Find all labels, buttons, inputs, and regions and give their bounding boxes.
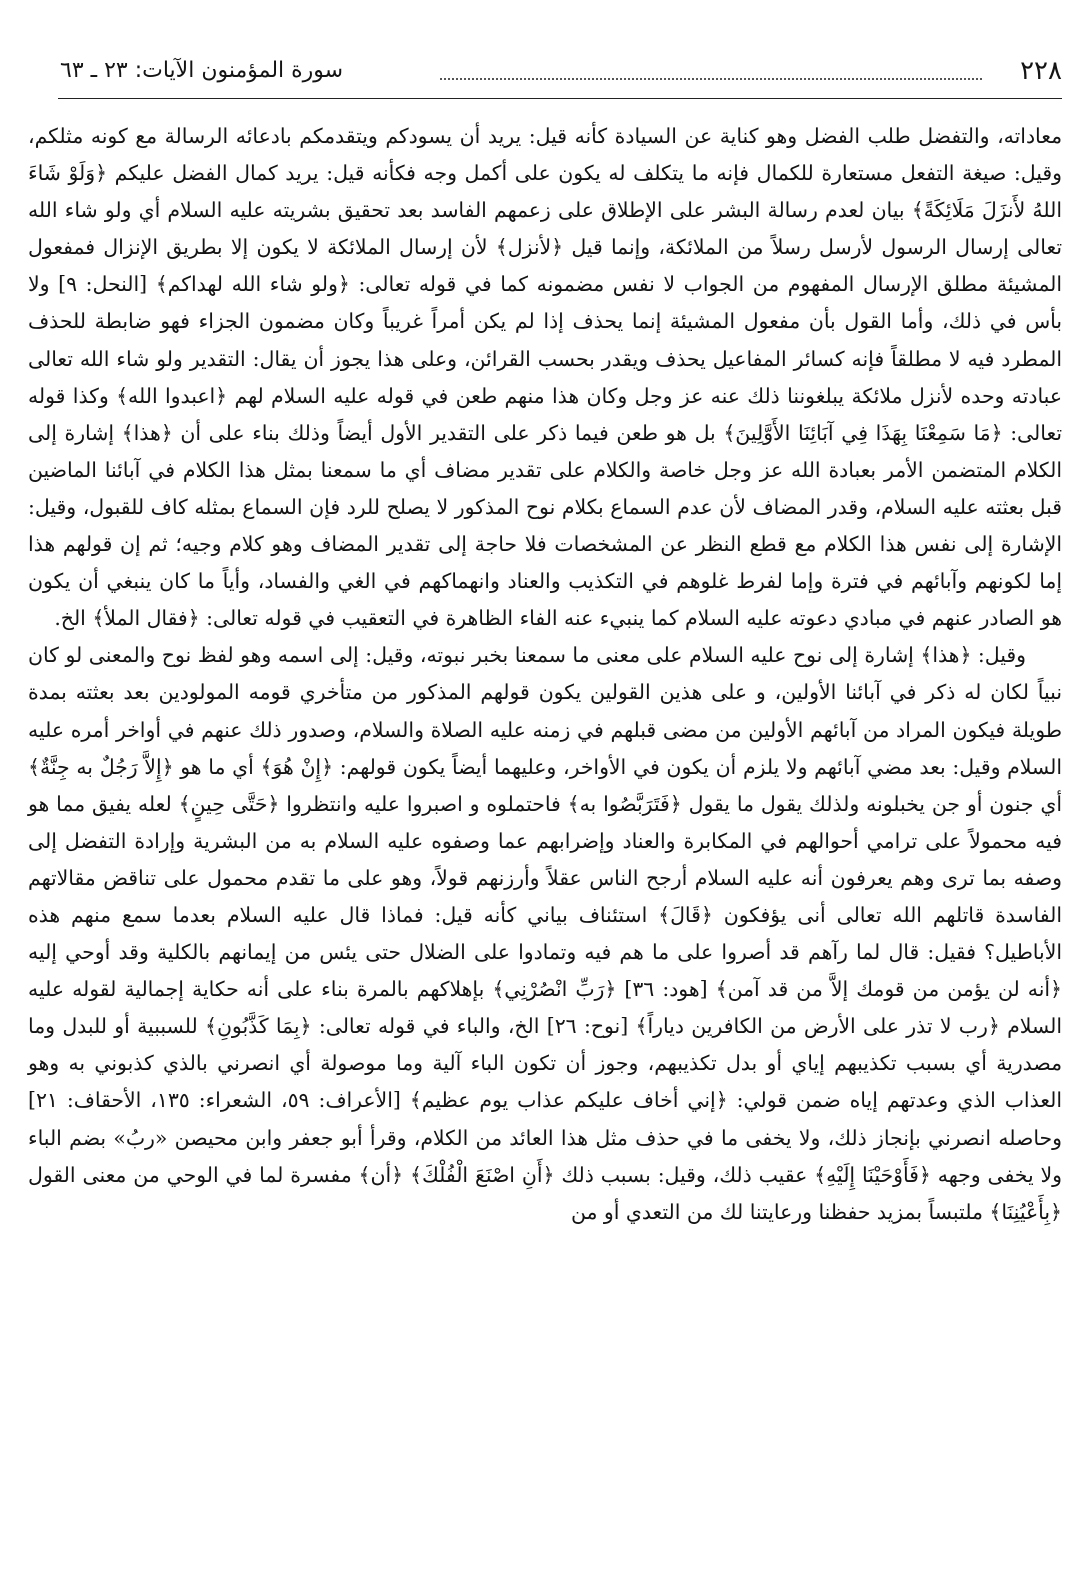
page-header xyxy=(60,52,1062,96)
paragraph: معاداته، والتفضل طلب الفضل وهو كناية عن السيادة كأنه قيل: يريد أن يسودكم ويتقدمكم بادعائه الرسالة مع كونه مثلكم، وقيل: صيغة التفعل مستعارة للكمال فإنه ما يتكلف له يكون على أكمل وجه فكأنه قيل: يريد كمال الفضل عليكم ﴿وَلَوْ شَاءَ اللهُ لأَنزَلَ مَلَائِكَةً﴾ بيان لعدم رسالة البشر على الإطلاق على زعمهم الفاسد بعد تحقيق بشريته عليه السلام أي ولو شاء الله تعالى إرسال الرسول لأرسل رسلاً من الملائكة، وإنما قيل ﴿لأنزل﴾ لأن إرسال الملائكة لا يكون إلا بطريق الإنزال فمفعول المشيئة مطلق الإرسال المفهوم من الجواب لا نفس مضمونه كما في قوله تعالى: ﴿ولو شاء الله لهداكم﴾ [النحل: ٩] ولا بأس في ذلك، وأما القول بأن مفعول المشيئة إنما يحذف إذا لم يكن أمراً غريباً وكان مضمون الجزاء فهو ضابطة للحذف المطرد فيه لا مطلقاً فإنه كسائر المفاعيل يحذف ويقدر بحسب القرائن، وعلى هذا يجوز أن يقال: التقدير ولو شاء الله تعالى عبادته وحده لأنزل ملائكة يبلغوننا ذلك عنه عز وجل وكان هذا منهم طعن في قوله عليه السلام لهم ﴿اعبدوا الله﴾ وكذا قوله تعالى: ﴿مَا سَمِعْنَا بِهَذَا فِي آبَائِنَا الأَوَّلِينَ﴾ بل هو طعن فيما ذكر على التقدير الأول أيضاً وذلك بناء على أن ﴿هذا﴾ إشارة إلى الكلام المتضمن الأمر بعبادة الله عز وجل خاصة والكلام على تقدير مضاف أي ما سمعنا بمثل هذا الكلام في آبائنا الماضين قبل بعثته عليه السلام، وقدر المضاف لأن عدم السماع بكلام نوح المذكور لا يصلح للرد فإن السماع بمثله كاف للقبول، وقيل: الإشارة إلى نفس هذا الكلام مع قطع النظر عن المشخصات فلا حاجة إلى تقدير المضاف وهو كلام وجيه؛ ثم إن قولهم هذا إما لكونهم وآبائهم في فترة وإما لفرط غلوهم في التكذيب والعناد وانهماكهم في الغي والفساد، وأياً ما كان ينبغي أن يكون هو الصادر عنهم في مبادي دعوته عليه السلام كما ينبيء عنه الفاء الظاهرة في التعقيب في قوله تعالى: ﴿فقال الملأ﴾ الخ. xyxy=(28,124,1062,631)
running-head: سورة المؤمنون الآيات: ٢٣ ـ ٦٣ xyxy=(60,58,344,83)
header-rule xyxy=(58,98,1062,99)
paragraph: وقيل: ﴿هذا﴾ إشارة إلى نوح عليه السلام على معنى ما سمعنا بخبر نبوته، وقيل: إلى اسمه وهو لفظ نوح والمعنى لو كان نبياً لكان له ذكر في آبائنا الأولين، و على هذين القولين يكون قولهم المذكور من متأخري قومه المولودين بعد بعثته بمدة طويلة فيكون المراد من آبائهم الأولين من مضى قبلهم في زمنه عليه الصلاة والسلام، وصدور ذلك عنهم في أواخر أمره عليه السلام وقيل: بعد مضي آبائهم ولا يلزم أن يكون في الأواخر، وعليهما أيضاً يكون قولهم: ﴿إِنْ هُوَ﴾ أي ما هو ﴿إِلاَّ رَجُلٌ به جِنَّةٌ﴾ أي جنون أو جن يخبلونه ولذلك يقول ما يقول ﴿فَتَرَبَّصُوا به﴾ فاحتملوه و اصبروا عليه وانتظروا ﴿حَتَّى حِينٍ﴾ لعله يفيق مما هو فيه محمولاً على ترامي أحوالهم في المكابرة والعناد وإضرابهم عما وصفوه عليه السلام به من البشرية وإرادة التفضل إلى وصفه بما ترى وهم يعرفون أنه عليه السلام أرجح الناس عقلاً وأرزنهم قولاً، وهو على ما تقدم محمول على تناقض مقالاتهم الفاسدة قاتلهم الله تعالى أنى يؤفكون ﴿قَالَ﴾ استئناف بياني كأنه قيل: فماذا قال عليه السلام بعدما سمع منهم هذه الأباطيل؟ فقيل: قال لما رآهم قد أصروا على ما هم فيه وتمادوا على الضلال حتى يئس من إيمانهم بالكلية وقد أوحي إليه ﴿أنه لن يؤمن من قومك إلاَّ من قد آمن﴾ [هود: ٣٦] ﴿رَبِّ انْصُرْنِي﴾ بإهلاكهم بالمرة بناء على أنه حكاية إجمالية لقوله عليه السلام ﴿رب لا تذر على الأرض من الكافرين دياراً﴾ [نوح: ٢٦] الخ، والباء في قوله تعالى: ﴿بِمَا كَذَّبُونِ﴾ للسببية أو للبدل وما مصدرية أي بسبب تكذيبهم إياي أو بدل تكذيبهم، وجوز أن تكون الباء آلية وما موصولة أي انصرني بالذي كذبوني به وهو العذاب الذي وعدتهم إياه ضمن قولي: ﴿إني أخاف عليكم عذاب يوم عظيم﴾ [الأعراف: ٥٩، الشعراء: ١٣٥، الأحقاف: ٢١] وحاصله انصرني بإنجاز ذلك، ولا يخفى ما في حذف مثل هذا العائد من الكلام، وقرأ أبو جعفر وابن محيصن «ربُ» بضم الباء ولا يخفى وجهه ﴿فَأَوْحَيْنَا إِلَيْهِ﴾ عقيب ذلك، وقيل: بسبب ذلك ﴿أَنِ اصْنَعَ الْفُلْكَ﴾ ﴿أن﴾ مفسرة لما في الوحي من معنى القول ﴿بِأَعْيُنِنَا﴾ ملتبساً بمزيد حفظنا ورعايتنا لك من التعدي أو من xyxy=(28,643,1063,1224)
header-leader-dots xyxy=(440,78,982,80)
main-text xyxy=(28,118,1062,1231)
page-number: ٢٢٨ xyxy=(1020,56,1062,86)
